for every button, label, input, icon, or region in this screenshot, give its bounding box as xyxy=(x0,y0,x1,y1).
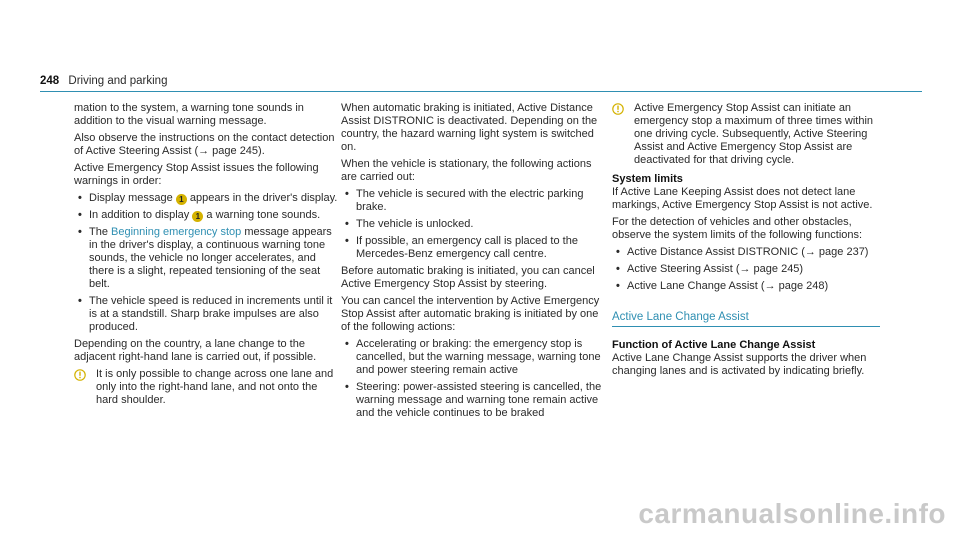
list-item: • If possible, an emergency call is placed to the Mercedes-Benz emergency call centre. xyxy=(341,235,609,261)
note xyxy=(74,368,342,407)
list-item: • Active Distance Assist DISTRONIC (→ page 237) xyxy=(612,246,880,259)
paragraph: Active Lane Change Assist supports the driver when changing lanes and is activated by indicating briefly. xyxy=(612,352,867,377)
list-item xyxy=(74,192,342,205)
list-text: Display message xyxy=(89,192,173,204)
list-item xyxy=(74,209,342,222)
list-item: • Accelerating or braking: the emergency stop is cancelled, but the warning message, warning tone and power steering remain active xyxy=(341,338,609,377)
paragraph: If Active Lane Keeping Assist does not detect lane markings, Active Emergency Stop Assist is not active. xyxy=(612,186,873,211)
section-title: Active Lane Change Assist xyxy=(612,311,880,327)
note-text: It is only possible to change across one lane and only into the right-hand lane, and not onto the hard shoulder. xyxy=(96,368,334,406)
page-header xyxy=(40,75,167,87)
list-item: • Active Steering Assist (→ page 245) xyxy=(612,263,880,276)
system-limits-list xyxy=(612,246,880,293)
header-section: Driving and parking xyxy=(68,75,168,87)
column-left xyxy=(74,102,342,411)
info-note-icon xyxy=(74,369,86,381)
paragraph: Active Emergency Stop Assist issues the following warnings in order: xyxy=(74,162,319,187)
paragraph: When automatic braking is initiated, Active Distance Assist DISTRONIC is deactivated. Depending on the country, the hazard warning light system is switched on. xyxy=(341,102,598,153)
list-item: • The vehicle is unlocked. xyxy=(341,218,609,231)
paragraph: You can cancel the intervention by Active Emergency Stop Assist after automatic braking is initiated by one of the following actions: xyxy=(341,295,600,333)
list-item: • The vehicle is secured with the electric parking brake. xyxy=(341,188,609,214)
cancel-actions-list xyxy=(341,338,609,420)
list-text: appears in the driver's display. xyxy=(189,192,338,204)
paragraph: When the vehicle is stationary, the following actions are carried out: xyxy=(341,158,592,183)
list-text: The xyxy=(89,226,108,238)
callout-badge: 1 xyxy=(192,211,203,222)
list-item xyxy=(74,226,342,291)
header-divider xyxy=(40,91,922,92)
paragraph: mation to the system, a warning tone sounds in addition to the visual warning message. xyxy=(74,102,304,127)
list-text: message appears in the driver's display, a continuous warning tone sounds, the vehicle no longer accelerates, and there is a slight, repeated tensioning of the seat belt. xyxy=(89,226,332,290)
info-note-icon xyxy=(612,103,624,115)
note-text: Active Emergency Stop Assist can initiate an emergency stop a maximum of three times within one driving cycle. Subsequently, Active Steering Assist and Active Emergency Stop Assist are deactivated for that driving cycle. xyxy=(634,102,874,166)
display-message-link: Beginning emergency stop xyxy=(111,226,242,238)
callout-badge: 1 xyxy=(176,194,187,205)
list-item: • Active Lane Change Assist (→ page 248) xyxy=(612,280,880,293)
paragraph: Also observe the instructions on the contact detection of Active Steering Assist (→ page 245). xyxy=(74,132,335,157)
watermark: carmanualsonline.info xyxy=(638,498,946,529)
list-text: a warning tone sounds. xyxy=(206,209,321,221)
list-text: In addition to display xyxy=(89,209,190,221)
column-middle xyxy=(341,102,609,424)
paragraph: Depending on the country, a lane change to the adjacent right-hand lane is carried out, if possible. xyxy=(74,338,317,363)
list-item: • The vehicle speed is reduced in increments until it is at a standstill. Sharp brake impulses are also produced. xyxy=(74,295,342,334)
subheading-system-limits: System limits xyxy=(612,173,683,185)
stationary-actions-list xyxy=(341,188,609,261)
list-item: • Steering: power-assisted steering is cancelled, the warning message and warning tone remain active and the vehicle continues to be braked xyxy=(341,381,609,420)
page-number: 248 xyxy=(40,75,60,87)
subheading-function: Function of Active Lane Change Assist xyxy=(612,339,816,351)
paragraph: For the detection of vehicles and other obstacles, observe the system limits of the following functions: xyxy=(612,216,863,241)
column-right xyxy=(612,102,880,382)
warning-list xyxy=(74,192,342,334)
note xyxy=(612,102,880,167)
paragraph: Before automatic braking is initiated, you can cancel Active Emergency Stop Assist by steering. xyxy=(341,265,595,290)
